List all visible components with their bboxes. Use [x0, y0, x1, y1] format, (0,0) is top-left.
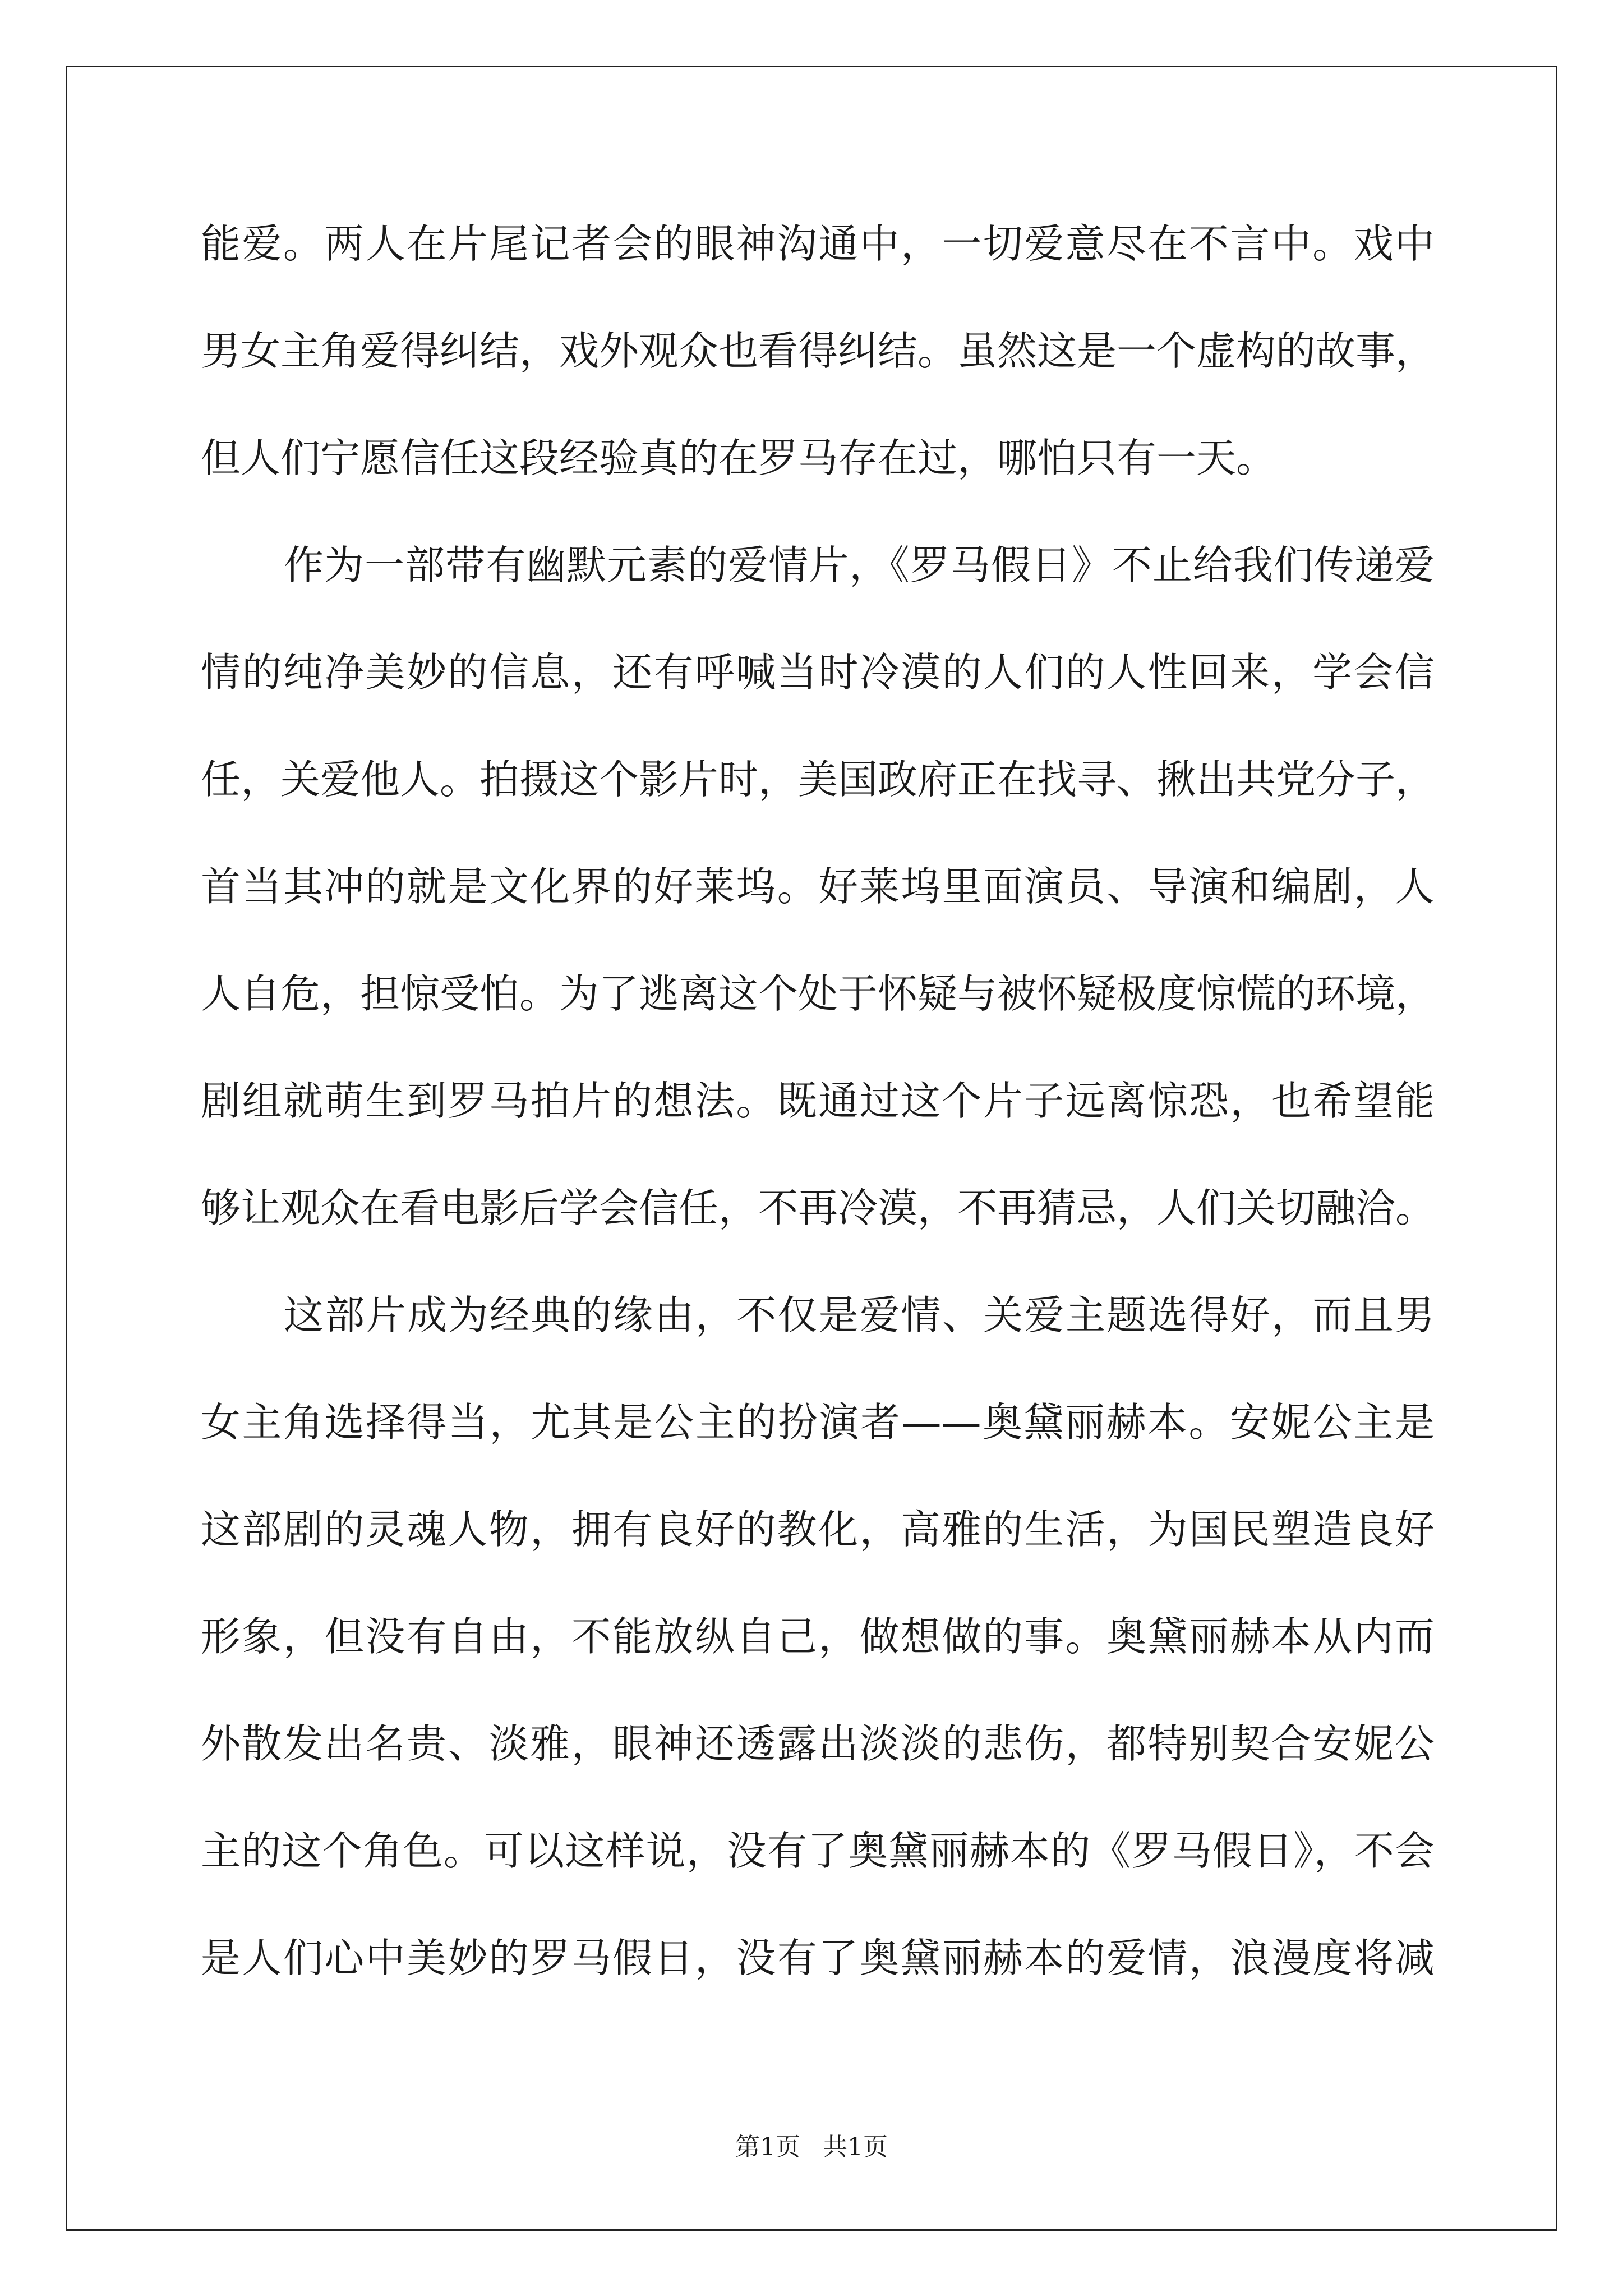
- text-line: 男女主角爱得纠结，戏外观众也看得纠结。虽然这是一个虚构的故事，: [201, 328, 1436, 374]
- page-number: 第1页: [735, 2133, 800, 2161]
- text-line: 女主角选择得当，尤其是公主的扮演者——奥黛丽赫本。安妮公主是: [201, 1399, 1435, 1446]
- document-body: [201, 210, 1435, 2032]
- text-line: 首当其冲的就是文化界的好莱坞。好莱坞里面演员、导演和编剧，人: [201, 863, 1435, 910]
- page-total: 共1页: [823, 2133, 888, 2161]
- text-line: 这部剧的灵魂人物，拥有良好的教化，高雅的生活，为国民塑造良好: [201, 1506, 1435, 1553]
- text-line: 人自危，担惊受怕。为了逃离这个处于怀疑与被怀疑极度惊慌的环境，: [201, 970, 1436, 1017]
- text-line: 形象，但没有自由，不能放纵自己，做想做的事。奥黛丽赫本从内而: [201, 1613, 1435, 1660]
- text-line: 够让观众在看电影后学会信任，不再冷漠，不再猜忌，人们关切融洽。: [201, 1185, 1436, 1231]
- text-line: 但人们宁愿信任这段经验真的在罗马存在过，哪怕只有一天。: [201, 435, 1276, 481]
- text-line: 作为一部带有幽默元素的爱情片，《罗马假日》不止给我们传递爱: [284, 542, 1435, 588]
- text-line: 外散发出名贵、淡雅，眼神还透露出淡淡的悲伤，都特别契合安妮公: [201, 1720, 1435, 1767]
- text-line: 主的这个角色。可以这样说，没有了奥黛丽赫本的《罗马假日》，不会: [201, 1828, 1435, 1874]
- text-line: 情的纯净美妙的信息，还有呼喊当时冷漠的人们的人性回来，学会信: [201, 649, 1435, 696]
- page-footer: [0, 2131, 1623, 2164]
- text-line: 剧组就萌生到罗马拍片的想法。既通过这个片子远离惊恐，也希望能: [201, 1078, 1435, 1124]
- text-line: 任，关爱他人。拍摄这个影片时，美国政府正在找寻、揪出共党分子，: [201, 756, 1436, 803]
- text-line: 这部片成为经典的缘由，不仅是爱情、关爱主题选得好，而且男: [284, 1292, 1435, 1338]
- text-line: 是人们心中美妙的罗马假日，没有了奥黛丽赫本的爱情，浪漫度将减: [201, 1935, 1435, 1981]
- text-line: 能爱。两人在片尾记者会的眼神沟通中，一切爱意尽在不言中。戏中: [201, 220, 1435, 267]
